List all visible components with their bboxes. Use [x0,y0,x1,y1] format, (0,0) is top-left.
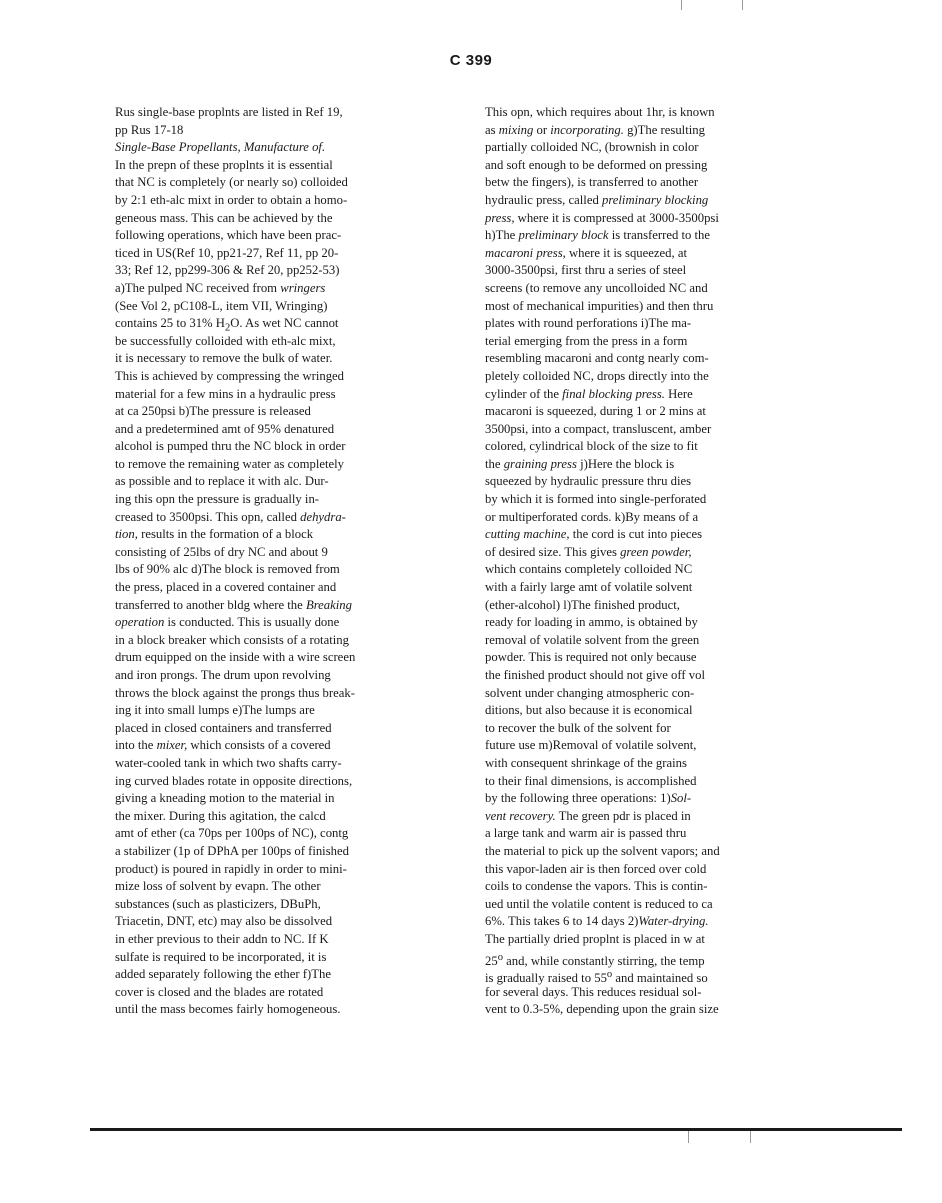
text-line [485,350,815,368]
text-line [485,333,815,351]
text-line [485,1001,815,1019]
text-line [115,737,445,755]
text-run: Here [664,386,693,401]
text-line [485,298,815,316]
text-run: (ether-alcohol) l)The finished product, [485,597,680,612]
text-run: the mixer. During this agitation, the calcd [115,808,326,823]
text-line [485,649,815,667]
text-run: material for a few mins in a hydraulic press [115,386,336,401]
text-line [115,421,445,439]
text-run: This is achieved by compressing the wringed [115,368,345,383]
text-run: Triacetin, DNT, etc) may also be dissolved [115,914,333,929]
text-line [485,210,815,228]
page-number-header: C 399 [449,52,493,69]
italic-term: final blocking press. [562,386,665,401]
text-run: which contains completely colloided NC [485,562,693,577]
text-line [485,192,815,210]
text-line [485,262,815,280]
text-line [485,790,815,808]
text-run: creased to 3500psi. This opn, called [115,509,301,524]
italic-term: mixing [498,122,534,137]
text-line [485,245,815,263]
text-run: to remove the remaining water as completely [115,456,344,471]
text-line [115,509,445,527]
text-line [485,104,815,122]
right-text-column [485,104,815,1019]
text-run: mize loss of solvent by evapn. The other [115,879,321,894]
text-line [485,632,815,650]
text-line [485,544,815,562]
text-run: screens (to remove any uncolloided NC and [485,280,708,295]
text-line [115,685,445,703]
text-run: ing it into small lumps e)The lumps are [115,703,315,718]
scan-edge-tick [750,1131,751,1143]
text-run: added separately following the ether f)The [115,967,331,982]
text-run: the material to pick up the solvent vapors; and [485,843,720,858]
text-line [115,720,445,738]
text-run: In the prepn of these proplnts it is essential [115,157,333,172]
text-run: terial emerging from the press in a form [485,333,688,348]
text-run: 3500psi, into a compact, transluscent, amber [485,421,712,436]
text-line [115,245,445,263]
italic-term: Single-Base Propellants, Manufacture of. [115,140,326,155]
text-run: h)The [485,228,519,243]
text-line [485,561,815,579]
text-line [485,473,815,491]
text-run: most of mechanical impurities) and then thru [485,298,714,313]
italic-term: tion, [115,527,138,542]
text-run: the press, placed in a covered container and [115,580,337,595]
text-line [115,808,445,826]
text-line [485,685,815,703]
text-run: The partially dried proplnt is placed in w at [485,931,705,946]
italic-term: operation [115,615,165,630]
text-line [485,702,815,720]
text-run: cylinder of the [485,386,563,401]
text-line [115,526,445,544]
text-line [485,157,815,175]
text-run: at ca 250psi b)The pressure is released [115,404,311,419]
italic-term: mixer, [156,738,188,753]
italic-term: Breaking [305,597,352,612]
text-line [485,174,815,192]
text-line [115,702,445,720]
text-line [115,755,445,773]
text-run: the cord is cut into pieces [569,527,703,542]
text-line [485,421,815,439]
text-run: in a block breaker which consists of a rotating [115,632,349,647]
text-line [115,1001,445,1019]
text-line [485,667,815,685]
text-line [485,438,815,456]
text-run: contains 25 to 31% H [115,316,225,331]
text-line [115,368,445,386]
text-run: to recover the bulk of the solvent for [485,720,671,735]
text-run: and maintained so [612,971,708,986]
text-line [115,386,445,404]
text-run: lbs of 90% alc d)The block is removed from [115,562,340,577]
text-run: by the following three operations: 1) [485,791,671,806]
text-run: cover is closed and the blades are rotated [115,984,324,999]
text-run: alcohol is pumped thru the NC block in order [115,439,346,454]
text-line [485,861,815,879]
text-line [115,579,445,597]
text-line [115,861,445,879]
text-run: resembling macaroni and contg nearly com- [485,351,709,366]
text-line [485,949,815,967]
text-run: is gradually raised to 55 [485,971,607,986]
text-run: geneous mass. This can be achieved by the [115,210,333,225]
text-line [485,386,815,404]
text-run: squeezed by hydraulic pressure thru dies [485,474,692,489]
text-line [485,403,815,421]
text-run: that NC is completely (or nearly so) colloided [115,175,348,190]
text-run: by 2:1 eth-alc mixt in order to obtain a homo- [115,192,348,207]
text-run: plates with round perforations i)The ma- [485,316,692,331]
text-line [485,227,815,245]
text-run: ued until the volatile content is reduced to ca [485,896,713,911]
text-run: into the [115,738,157,753]
scan-edge-tick [742,0,743,10]
text-run: substances (such as plasticizers, DBuPh, [115,896,321,911]
text-run: or [533,122,551,137]
text-line [485,896,815,914]
italic-term: graining press [503,456,577,471]
italic-term: press, [485,210,515,225]
text-run: by which it is formed into single-perforated [485,492,707,507]
text-run: macaroni is squeezed, during 1 or 2 mins at [485,404,706,419]
italic-term: preliminary block [518,228,609,243]
text-run: betw the fingers), is transferred to another [485,175,699,190]
text-run: hydraulic press, called [485,192,602,207]
text-run: which consists of a covered [187,738,331,753]
text-run: 3000-3500psi, first thru a series of steel [485,263,687,278]
text-run: pletely colloided NC, drops directly into the [485,368,709,383]
text-run: 33; Ref 12, pp299-306 & Ref 20, pp252-53) [115,263,340,278]
text-line [115,262,445,280]
italic-term: preliminary blocking [601,192,709,207]
text-line [115,913,445,931]
italic-term: vent recovery. [485,808,556,823]
text-run: ticed in US(Ref 10, pp21-27, Ref 11, pp 20- [115,245,339,260]
text-run: is transferred to the [608,228,711,243]
text-run: with a fairly large amt of volatile solvent [485,580,693,595]
text-line [485,773,815,791]
text-line [115,139,445,157]
text-run: j)Here the block is [576,456,675,471]
text-run: a)The pulped NC received from [115,280,281,295]
italic-term: cutting machine, [485,527,570,542]
superscript: o [606,969,613,981]
text-run: ready for loading in ammo, is obtained by [485,615,698,630]
scan-edge-tick [688,1131,689,1143]
text-run: 25 [485,953,498,968]
text-run: where it is compressed at 3000-3500psi [514,210,719,225]
text-line [115,649,445,667]
text-run: powder. This is required not only because [485,650,697,665]
text-line [115,561,445,579]
subscript: 2 [224,322,231,334]
superscript: o [497,951,503,963]
text-line [115,878,445,896]
text-run: a stabilizer (1p of DPhA per 100ps of finished [115,843,349,858]
text-run: and, while constantly stirring, the temp [502,953,705,968]
text-line [115,491,445,509]
text-line [115,333,445,351]
text-run: or multiperforated cords. k)By means of a [485,509,699,524]
text-run: it is necessary to remove the bulk of water. [115,351,333,366]
text-run: to their final dimensions, is accomplished [485,773,697,788]
text-line [485,368,815,386]
text-line [485,526,815,544]
text-line [485,139,815,157]
text-line [485,280,815,298]
bottom-rule [90,1128,902,1131]
text-run: results in the formation of a block [137,527,314,542]
text-line [115,104,445,122]
text-line [115,667,445,685]
text-run: with consequent shrinkage of the grains [485,755,687,770]
text-run: where it is squeezed, at [565,245,688,260]
text-line [115,298,445,316]
italic-term: Water-drying. [638,914,709,929]
text-run: and soft enough to be deformed on pressing [485,157,708,172]
text-line [115,350,445,368]
text-run: placed in closed containers and transferred [115,720,332,735]
text-run: is conducted. This is usually done [164,615,340,630]
text-line [115,896,445,914]
text-line [485,491,815,509]
text-run: drum equipped on the inside with a wire screen [115,650,356,665]
italic-term: macaroni press, [485,245,566,260]
text-line [485,315,815,333]
text-line [485,579,815,597]
text-line [485,878,815,896]
text-run: The green pdr is placed in [555,808,691,823]
text-line [115,614,445,632]
text-run: this vapor-laden air is then forced over cold [485,861,707,876]
text-run: as [485,122,499,137]
italic-term: wringers [280,280,326,295]
text-line [115,632,445,650]
text-line [115,157,445,175]
text-run: pp Rus 17-18 [115,122,184,137]
text-run: solvent under changing atmospheric con- [485,685,695,700]
text-line [115,403,445,421]
text-line [485,966,815,984]
text-line [115,210,445,228]
text-line [485,122,815,140]
text-run: coils to condense the vapors. This is contin- [485,879,708,894]
text-line [115,227,445,245]
text-line [115,949,445,967]
text-run: in ether previous to their addn to NC. If K [115,931,329,946]
text-run: amt of ether (ca 70ps per 100ps of NC), contg [115,826,349,841]
text-run: and iron prongs. The drum upon revolving [115,668,331,682]
text-run: of desired size. This gives [485,544,621,559]
text-line [115,966,445,984]
text-line [115,984,445,1002]
text-line [485,913,815,931]
text-line [115,544,445,562]
text-run: water-cooled tank in which two shafts carry- [115,755,342,770]
text-run: product) is poured in rapidly in order to mini- [115,861,347,876]
text-run: O. As wet NC cannot [230,316,339,331]
text-run: vent to 0.3-5%, depending upon the grain size [485,1002,719,1017]
text-line [115,174,445,192]
text-line [485,597,815,615]
text-run: a large tank and warm air is passed thru [485,826,687,841]
text-run: sulfate is required to be incorporated, it is [115,949,327,964]
text-run: following operations, which have been prac- [115,228,342,243]
text-line [485,825,815,843]
left-text-column [115,104,445,1019]
text-run: ditions, but also because it is economical [485,703,693,718]
scan-edge-tick [681,0,682,10]
text-line [115,438,445,456]
text-line [485,984,815,1002]
text-line [115,931,445,949]
text-line [115,790,445,808]
italic-term: incorporating. [550,122,624,137]
text-run: partially colloided NC, (brownish in color [485,140,699,155]
italic-term: green powder, [620,544,692,559]
text-line [115,122,445,140]
text-line [485,808,815,826]
text-run: future use m)Removal of volatile solvent, [485,738,697,753]
text-run: and a predetermined amt of 95% denatured [115,421,335,436]
text-run: giving a kneading motion to the material in [115,791,335,806]
text-run: for several days. This reduces residual sol- [485,984,702,999]
text-run: ing this opn the pressure is gradually in- [115,492,320,507]
text-line [115,825,445,843]
text-run: as possible and to replace it with alc. Dur- [115,474,329,489]
text-run: 6%. This takes 6 to 14 days 2) [485,914,639,929]
text-line [485,737,815,755]
text-run: removal of volatile solvent from the green [485,632,700,647]
text-line [115,843,445,861]
text-line [485,755,815,773]
text-run: ing curved blades rotate in opposite directions, [115,773,353,788]
text-run: (See Vol 2, pC108-L, item VII, Wringing) [115,298,328,313]
text-line [485,509,815,527]
italic-term: Sol- [670,791,692,806]
text-line [485,931,815,949]
text-line [485,843,815,861]
text-line [115,597,445,615]
italic-term: dehydra- [300,509,346,524]
text-run: throws the block against the prongs thus break- [115,685,355,700]
text-run: consisting of 25lbs of dry NC and about 9 [115,544,328,559]
text-run: Rus single-base proplnts are listed in Ref 19, [115,105,343,119]
text-line [485,720,815,738]
text-line [115,456,445,474]
text-line [115,192,445,210]
text-line [485,614,815,632]
text-line [115,473,445,491]
text-run: the [485,456,504,471]
text-run: until the mass becomes fairly homogeneous. [115,1002,341,1017]
text-line [115,773,445,791]
text-line [115,280,445,298]
text-run: colored, cylindrical block of the size to fit [485,439,698,454]
text-line [485,456,815,474]
text-run: transferred to another bldg where the [115,597,306,612]
text-run: the finished product should not give off vol [485,668,706,682]
text-run: be successfully colloided with eth-alc mixt, [115,333,336,348]
text-run: g)The resulting [623,122,705,137]
text-line [115,315,445,333]
text-run: This opn, which requires about 1hr, is known [485,105,715,119]
